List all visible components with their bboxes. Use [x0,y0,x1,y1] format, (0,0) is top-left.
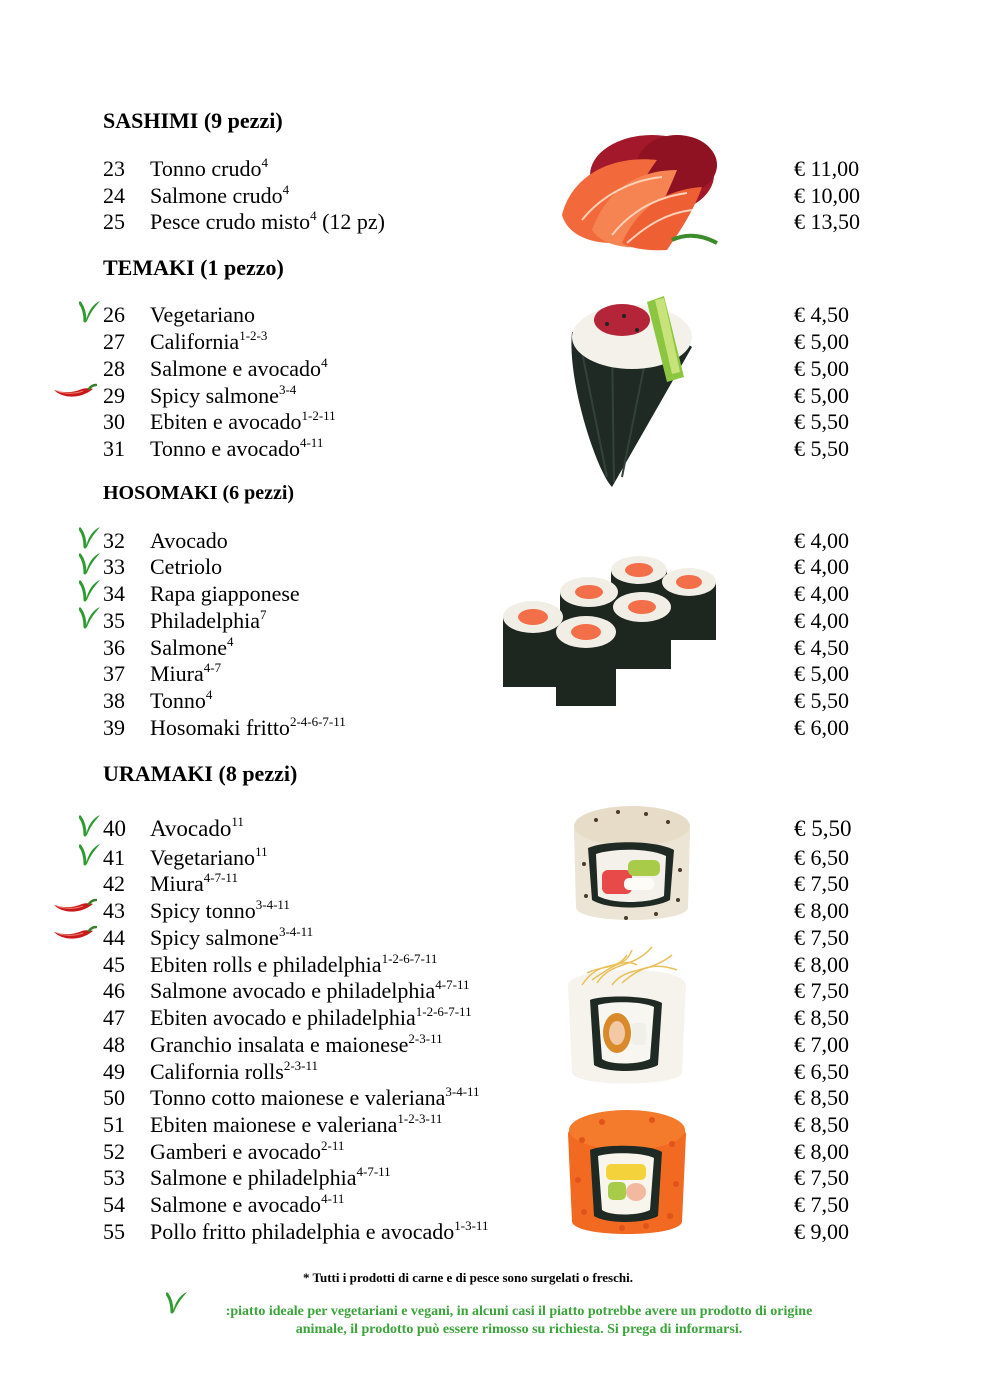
item-name: Tonno cotto maionese e valeriana$^{3-4-11}$ [150,1083,480,1110]
leaf-icon [166,1290,188,1314]
item-name: Philadelphia$^7$ [150,606,267,633]
leaf-icon [79,605,101,629]
item-name: Vegetariano$^{11}$ [150,843,268,870]
item-number: 28 [103,356,125,381]
item-name: Granchio insalata e maionese$^{2-3-11}$ [150,1030,443,1057]
item-price: € 8,50 [794,1005,849,1030]
item-name: Salmone e avocado$^4$ [150,354,328,381]
item-number: 38 [103,688,125,713]
item-name: Tonno crudo$^4$ [150,154,268,181]
menu-item [0,687,988,714]
menu-item [0,870,988,897]
item-price: € 5,00 [794,356,849,381]
item-number: 39 [103,715,125,740]
menu-item [0,182,988,209]
item-price: € 5,00 [794,329,849,354]
item-name: Vegetariano [150,302,256,327]
item-price: € 10,00 [794,183,860,208]
item-price: € 4,00 [794,528,849,553]
item-price: € 8,00 [794,952,849,977]
item-price: € 8,50 [794,1085,849,1110]
menu-item [0,208,988,235]
item-name: Ebiten avocado e philadelphia$^{1-2-6-7-11}$ [150,1003,472,1030]
item-name: Spicy tonno$^{3-4-11}$ [150,896,290,923]
item-name: Spicy salmone$^{3-4}$ [150,381,297,408]
vegetarian-note-line2: animale, il prodotto può essere rimosso su richiesta. Si prega di informarsi. [295,1322,743,1337]
item-price: € 7,50 [794,871,849,896]
item-price: € 4,50 [794,635,849,660]
item-number: 29 [103,383,125,408]
leaf-icon [79,299,101,323]
item-price: € 4,00 [794,608,849,633]
item-number: 42 [103,871,125,896]
item-name: Salmone avocado e philadelphia$^{4-7-11}$ [150,976,470,1003]
item-name: Pesce crudo misto$^4$ (12 pz) [150,207,386,234]
item-price: € 11,00 [794,156,860,181]
item-number: 43 [103,898,125,923]
item-price: € 7,50 [794,1192,849,1217]
item-number: 46 [103,978,125,1003]
item-price: € 8,50 [794,1112,849,1137]
vegetarian-note-line1: :piatto ideale per vegetariani e vegani, in alcuni casi il piatto potrebbe avere un prodotto di origine [225,1304,813,1319]
leaf-icon [79,813,101,837]
menu-item [0,328,988,355]
item-number: 41 [103,845,125,870]
item-price: € 4,00 [794,581,849,606]
item-price: € 7,50 [794,978,849,1003]
item-name: California$^{1-2-3}$ [150,327,268,354]
menu-item [0,1138,988,1165]
item-name: Rapa giapponese [150,581,300,606]
item-number: 47 [103,1005,125,1030]
menu-item [0,815,988,842]
item-name: Hosomaki fritto$^{2-4-6-7-11}$ [150,713,346,740]
chili-pepper-icon [51,925,97,943]
footer-note: * Tutti i prodotti di carne e di pesce sono surgelati o freschi. [303,1270,633,1285]
item-name: Pollo fritto philadelphia e avocado$^{1-3-11}$ [150,1217,489,1244]
uramaki-tobiko-image [562,1100,692,1240]
item-number: 26 [103,302,125,327]
vegetarian-note [199,1303,839,1339]
menu-item [0,951,988,978]
item-number: 52 [103,1139,125,1164]
menu-item [0,553,988,580]
item-number: 34 [103,581,125,606]
menu-item [0,897,988,924]
item-number: 51 [103,1112,125,1137]
uramaki-sesame-image [566,800,696,926]
item-number: 25 [103,209,125,234]
section-title-sashimi: SASHIMI (9 pezzi) [103,108,283,133]
section-title-hosomaki: HOSOMAKI (6 pezzi) [103,482,295,504]
uramaki-ebiten-image [562,945,692,1090]
section-title-temaki: TEMAKI (1 pezzo) [103,255,284,280]
item-price: € 4,00 [794,554,849,579]
item-name: Salmone crudo$^4$ [150,181,290,208]
item-name: Miura$^{4-7}$ [150,659,222,686]
item-number: 33 [103,554,125,579]
item-name: Salmone e philadelphia$^{4-7-11}$ [150,1163,391,1190]
item-price: € 8,00 [794,1139,849,1164]
item-price: € 9,00 [794,1219,849,1244]
item-price: € 6,00 [794,715,849,740]
item-price: € 5,50 [794,409,849,434]
leaf-icon [79,551,101,575]
menu-item [0,977,988,1004]
item-number: 50 [103,1085,125,1110]
item-price: € 7,00 [794,1032,849,1057]
item-name: Salmone e avocado$^{4-11}$ [150,1190,345,1217]
section-title-uramaki: URAMAKI (8 pezzi) [103,761,298,786]
item-name: Miura$^{4-7-11}$ [150,869,238,896]
item-name: Avocado [150,528,228,553]
item-price: € 6,50 [794,845,849,870]
item-price: € 5,50 [794,436,849,461]
item-number: 24 [103,183,125,208]
item-price: € 6,50 [794,1059,849,1084]
menu-item [0,844,988,871]
item-number: 49 [103,1059,125,1084]
menu-item [0,435,988,462]
menu-item [0,1031,988,1058]
leaf-icon [79,842,101,866]
item-number: 30 [103,409,125,434]
item-name: Avocado$^{11}$ [150,814,244,841]
menu-item [0,1004,988,1031]
temaki-image [552,292,702,490]
item-name: Ebiten maionese e valeriana$^{1-2-3-11}$ [150,1110,443,1137]
menu-item [0,634,988,661]
item-number: 27 [103,329,125,354]
item-price: € 5,50 [794,816,852,841]
menu-item [0,660,988,687]
menu-item [0,607,988,634]
menu-item [0,1111,988,1138]
menu-item [0,1191,988,1218]
item-name: Tonno e avocado$^{4-11}$ [150,434,324,461]
item-number: 37 [103,661,125,686]
item-number: 55 [103,1219,125,1244]
menu-item [0,1218,988,1245]
item-number: 23 [103,156,125,181]
item-price: € 7,50 [794,925,849,950]
item-name: Ebiten rolls e philadelphia$^{1-2-6-7-11}$ [150,950,438,977]
item-number: 48 [103,1032,125,1057]
item-number: 45 [103,952,125,977]
item-price: € 8,00 [794,898,849,923]
item-number: 40 [103,816,126,841]
chili-pepper-icon [51,383,97,401]
menu-item [0,1058,988,1085]
item-price: € 13,50 [794,209,860,234]
item-price: € 4,50 [794,302,849,327]
leaf-icon [79,525,101,549]
item-name: Tonno$^4$ [150,686,213,713]
item-number: 35 [103,608,125,633]
leaf-icon [79,578,101,602]
menu-item [0,527,988,554]
menu-item [0,155,988,182]
menu-item [0,408,988,435]
menu-item [0,301,988,328]
menu-item [0,1164,988,1191]
item-number: 31 [103,436,125,461]
item-name: Spicy salmone$^{3-4-11}$ [150,923,314,950]
item-number: 44 [103,925,125,950]
item-number: 32 [103,528,125,553]
item-price: € 5,50 [794,688,849,713]
menu-item [0,355,988,382]
menu-item [0,580,988,607]
menu-item [0,382,988,409]
item-name: Ebiten e avocado$^{1-2-11}$ [150,407,336,434]
item-price: € 5,00 [794,383,849,408]
item-name: California rolls$^{2-3-11}$ [150,1057,318,1084]
item-name: Salmone$^4$ [150,633,234,660]
menu-item [0,924,988,951]
item-price: € 5,00 [794,661,849,686]
item-name: Gamberi e avocado$^{2-11}$ [150,1137,345,1164]
chili-pepper-icon [51,898,97,916]
menu-item [0,714,988,741]
item-number: 36 [103,635,125,660]
item-number: 53 [103,1165,125,1190]
item-name: Cetriolo [150,554,223,579]
item-number: 54 [103,1192,125,1217]
item-price: € 7,50 [794,1165,849,1190]
hosomaki-image [498,552,723,712]
sashimi-image [552,125,732,255]
menu-item [0,1084,988,1111]
